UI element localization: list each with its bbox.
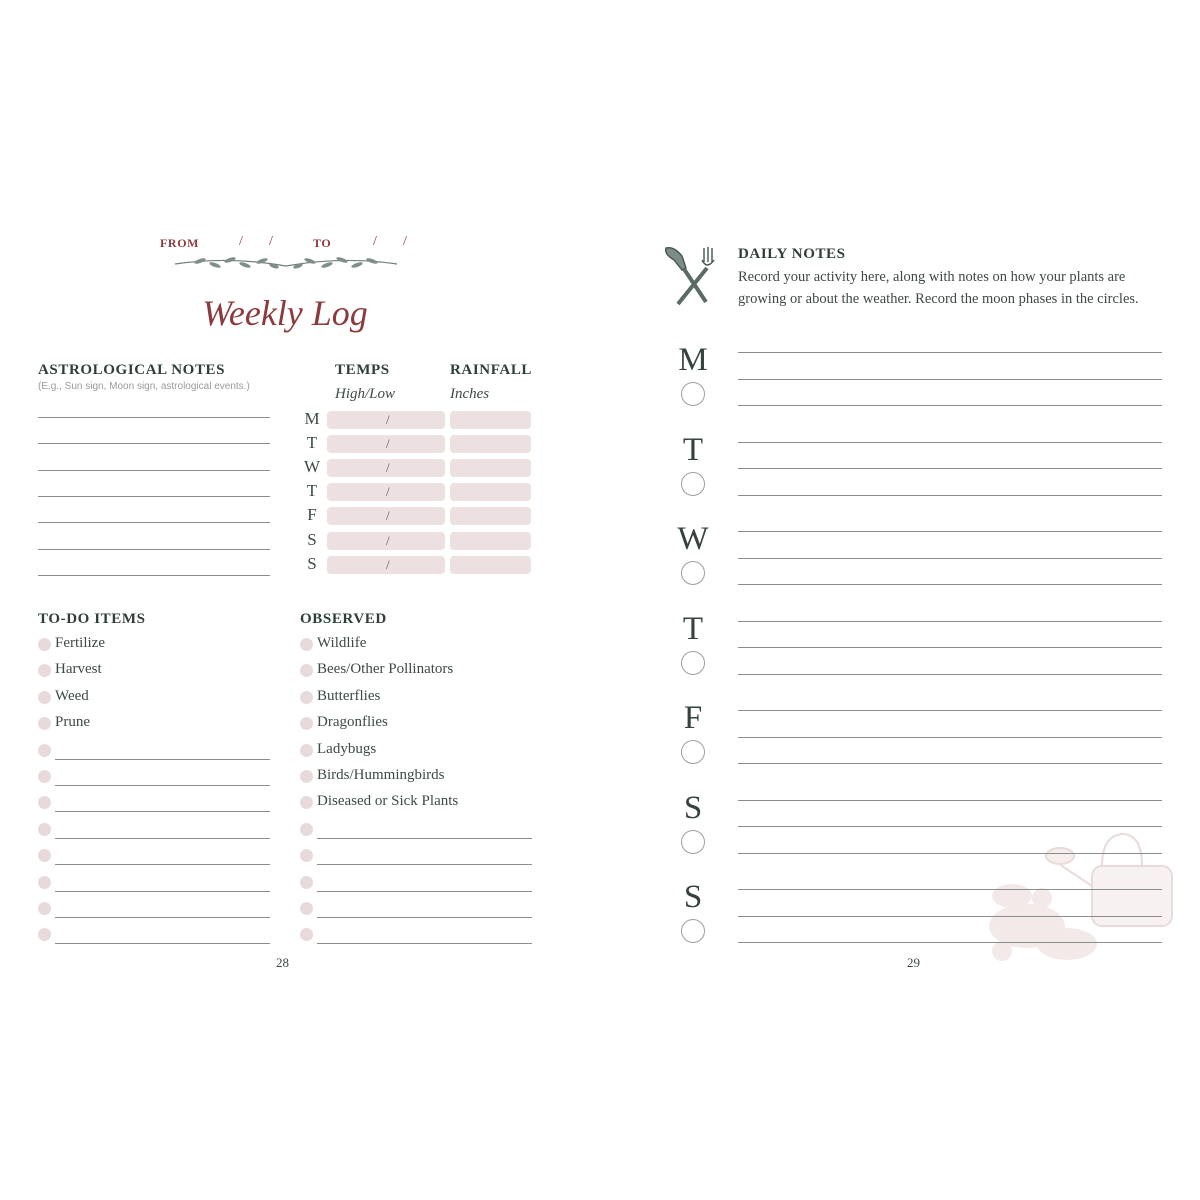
temp-separator: / bbox=[386, 412, 390, 427]
watering-can-illustration-icon bbox=[982, 826, 1177, 971]
moon-phase-circle[interactable] bbox=[681, 919, 705, 943]
observed-heading: OBSERVED bbox=[300, 611, 387, 627]
temps-day-letter: W bbox=[303, 457, 321, 477]
rainfall-field[interactable] bbox=[450, 556, 531, 574]
daily-note-line[interactable] bbox=[738, 889, 1162, 890]
todo-blank-line[interactable] bbox=[55, 785, 270, 786]
todo-checkbox[interactable] bbox=[38, 638, 51, 651]
daily-note-line[interactable] bbox=[738, 531, 1162, 532]
daily-note-line[interactable] bbox=[738, 621, 1162, 622]
temps-day-letter: S bbox=[307, 553, 317, 573]
daily-day-letter: T bbox=[682, 610, 704, 647]
moon-phase-circle[interactable] bbox=[681, 651, 705, 675]
daily-note-line[interactable] bbox=[738, 674, 1162, 675]
daily-note-line[interactable] bbox=[738, 584, 1162, 585]
observed-item-label: Dragonflies bbox=[317, 714, 388, 731]
observed-checkbox[interactable] bbox=[300, 849, 313, 862]
daily-day-letter: W bbox=[677, 521, 709, 557]
temps-subtitle: High/Low bbox=[335, 386, 396, 402]
observed-blank-line[interactable] bbox=[317, 864, 532, 865]
rainfall-field[interactable] bbox=[450, 411, 531, 429]
todo-checkbox[interactable] bbox=[38, 876, 51, 889]
temps-day-letter: T bbox=[306, 481, 318, 501]
observed-checkbox[interactable] bbox=[300, 717, 313, 730]
daily-note-line[interactable] bbox=[738, 710, 1162, 711]
daily-note-line[interactable] bbox=[738, 442, 1162, 443]
observed-checkbox[interactable] bbox=[300, 902, 313, 915]
daily-note-line[interactable] bbox=[738, 379, 1162, 380]
daily-note-line[interactable] bbox=[738, 942, 1162, 943]
todo-checkbox[interactable] bbox=[38, 744, 51, 757]
daily-notes-instructions-line2: growing or about the weather. Record the moon phases in the circles. bbox=[738, 291, 1139, 307]
rainfall-heading: RAINFALL bbox=[450, 362, 533, 378]
todo-checkbox[interactable] bbox=[38, 902, 51, 915]
trowel-fork-icon bbox=[660, 244, 720, 310]
todo-blank-line[interactable] bbox=[55, 811, 270, 812]
daily-note-line[interactable] bbox=[738, 853, 1162, 854]
observed-checkbox[interactable] bbox=[300, 664, 313, 677]
rainfall-field[interactable] bbox=[450, 507, 531, 525]
daily-notes-heading: DAILY NOTES bbox=[738, 246, 846, 262]
page-title: Weekly Log bbox=[202, 293, 368, 333]
moon-phase-circle[interactable] bbox=[681, 740, 705, 764]
rainfall-field[interactable] bbox=[450, 459, 531, 477]
temp-separator: / bbox=[386, 508, 390, 524]
astrological-notes-heading: ASTROLOGICAL NOTES bbox=[38, 362, 226, 378]
daily-day-letter: S bbox=[683, 879, 703, 915]
observed-item-label: Wildlife bbox=[317, 635, 367, 651]
astro-writing-line[interactable] bbox=[38, 522, 270, 523]
rainfall-field[interactable] bbox=[450, 532, 531, 550]
todo-checkbox[interactable] bbox=[38, 770, 51, 783]
daily-day-letter: T bbox=[682, 431, 704, 468]
temps-heading: TEMPS bbox=[335, 362, 390, 378]
todo-blank-line[interactable] bbox=[55, 864, 270, 865]
moon-phase-circle[interactable] bbox=[681, 382, 705, 406]
todo-blank-line[interactable] bbox=[55, 943, 270, 944]
observed-checkbox[interactable] bbox=[300, 823, 313, 836]
moon-phase-circle[interactable] bbox=[681, 472, 705, 496]
page-number-left: 28 bbox=[276, 955, 289, 970]
todo-checkbox[interactable] bbox=[38, 717, 51, 730]
temps-day-letter: F bbox=[307, 505, 317, 525]
temp-separator: / bbox=[386, 436, 390, 452]
todo-blank-line[interactable] bbox=[55, 838, 270, 839]
laurel-ornament-icon bbox=[170, 252, 402, 274]
observed-item-label: Birds/Hummingbirds bbox=[317, 767, 445, 783]
observed-blank-line[interactable] bbox=[317, 943, 532, 944]
daily-day-letter: M bbox=[678, 342, 708, 378]
astrological-notes-subtitle: (E.g., Sun sign, Moon sign, astrological events.) bbox=[38, 381, 250, 392]
todo-item-label: Harvest bbox=[55, 661, 102, 678]
daily-day-letter: F bbox=[683, 700, 703, 736]
observed-checkbox[interactable] bbox=[300, 770, 313, 783]
observed-checkbox[interactable] bbox=[300, 691, 313, 704]
moon-phase-circle[interactable] bbox=[681, 830, 705, 854]
observed-checkbox[interactable] bbox=[300, 928, 313, 941]
observed-item-label: Butterflies bbox=[317, 687, 381, 704]
observed-checkbox[interactable] bbox=[300, 876, 313, 889]
todo-checkbox[interactable] bbox=[38, 796, 51, 809]
from-label: FROM bbox=[160, 236, 200, 250]
rainfall-field[interactable] bbox=[450, 483, 531, 501]
observed-item-label: Ladybugs bbox=[317, 740, 377, 757]
daily-notes-instructions-line1: Record your activity here, along with notes on how your plants are bbox=[738, 269, 1126, 285]
observed-checkbox[interactable] bbox=[300, 638, 313, 651]
rainfall-field[interactable] bbox=[450, 435, 531, 453]
daily-note-line[interactable] bbox=[738, 468, 1162, 469]
daily-note-line[interactable] bbox=[738, 800, 1162, 801]
todo-item-label: Prune bbox=[55, 714, 90, 731]
todo-item-label: Weed bbox=[55, 687, 89, 704]
temp-separator: / bbox=[386, 460, 390, 476]
moon-phase-circle[interactable] bbox=[681, 561, 705, 585]
astro-writing-line[interactable] bbox=[38, 496, 270, 497]
todo-checkbox[interactable] bbox=[38, 849, 51, 862]
temps-day-letter: T bbox=[306, 433, 318, 453]
todo-heading: TO-DO ITEMS bbox=[38, 611, 146, 627]
todo-checkbox[interactable] bbox=[38, 691, 51, 704]
temp-separator: / bbox=[386, 556, 390, 572]
date-sep-3: / bbox=[373, 234, 377, 249]
temps-day-letter: S bbox=[307, 529, 317, 549]
astro-writing-line[interactable] bbox=[38, 417, 270, 418]
todo-blank-line[interactable] bbox=[55, 917, 270, 918]
observed-blank-line[interactable] bbox=[317, 838, 532, 839]
rainfall-subtitle: Inches bbox=[450, 386, 490, 402]
daily-note-line[interactable] bbox=[738, 916, 1162, 917]
observed-blank-line[interactable] bbox=[317, 917, 532, 918]
temp-separator: / bbox=[386, 532, 390, 548]
astro-writing-line[interactable] bbox=[38, 549, 270, 550]
todo-checkbox[interactable] bbox=[38, 664, 51, 677]
daily-note-line[interactable] bbox=[738, 495, 1162, 496]
todo-checkbox[interactable] bbox=[38, 823, 51, 836]
observed-item-label: Bees/Other Pollinators bbox=[317, 661, 454, 678]
temps-day-letter: M bbox=[304, 409, 320, 428]
observed-checkbox[interactable] bbox=[300, 744, 313, 757]
date-sep-2: / bbox=[269, 234, 273, 249]
daily-note-line[interactable] bbox=[738, 352, 1162, 353]
daily-note-line[interactable] bbox=[738, 763, 1162, 764]
page-number-right: 29 bbox=[907, 955, 920, 970]
date-sep-4: / bbox=[403, 234, 407, 249]
astro-writing-line[interactable] bbox=[38, 470, 270, 471]
todo-item-label: Fertilize bbox=[55, 635, 105, 651]
date-sep-1: / bbox=[239, 234, 243, 249]
daily-note-line[interactable] bbox=[738, 826, 1162, 827]
daily-note-line[interactable] bbox=[738, 737, 1162, 738]
to-label: TO bbox=[313, 236, 332, 250]
daily-note-line[interactable] bbox=[738, 647, 1162, 648]
astro-writing-line[interactable] bbox=[38, 575, 270, 576]
observed-blank-line[interactable] bbox=[317, 891, 532, 892]
observed-checkbox[interactable] bbox=[300, 796, 313, 809]
temp-separator: / bbox=[386, 484, 390, 500]
daily-note-line[interactable] bbox=[738, 405, 1162, 406]
todo-blank-line[interactable] bbox=[55, 891, 270, 892]
astro-writing-line[interactable] bbox=[38, 443, 270, 444]
observed-item-label: Diseased or Sick Plants bbox=[317, 793, 459, 810]
todo-checkbox[interactable] bbox=[38, 928, 51, 941]
daily-note-line[interactable] bbox=[738, 558, 1162, 559]
todo-blank-line[interactable] bbox=[55, 759, 270, 760]
daily-day-letter: S bbox=[683, 789, 703, 826]
